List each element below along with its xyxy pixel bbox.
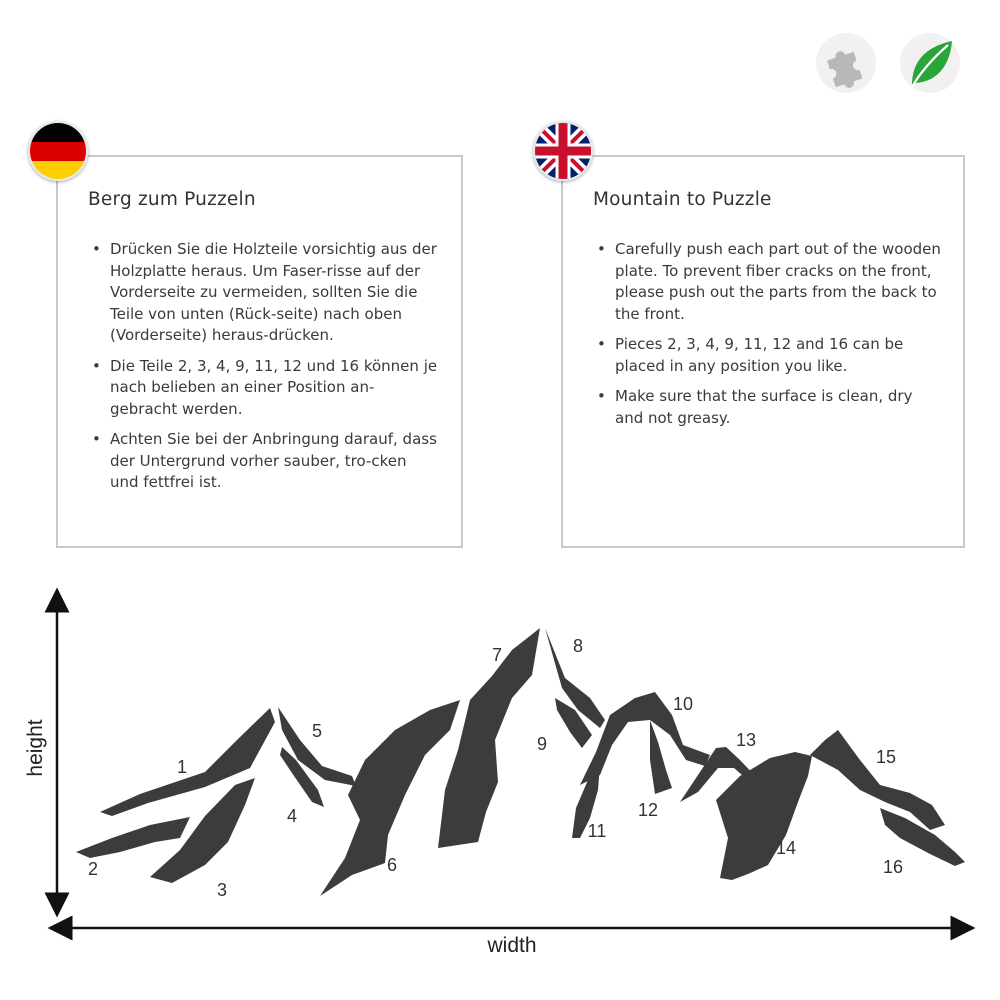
english-bullet-list: [593, 239, 941, 438]
english-title: Mountain to Puzzle: [593, 189, 772, 210]
piece-number: 13: [735, 730, 757, 750]
german-title: Berg zum Puzzeln: [88, 189, 256, 210]
piece-number: 16: [882, 857, 904, 877]
english-bullet: • Make sure that the surface is clean, dry and not greasy.: [593, 386, 941, 429]
mountain-pieces: [76, 628, 965, 896]
german-bullet: • Achten Sie bei der Anbringung darauf, dass der Untergrund vorher sauber, tro-cken und fettfrei ist.: [88, 429, 439, 494]
german-bullet: • Drücken Sie die Holzteile vorsichtig aus der Holzplatte heraus. Um Faser-risse auf der Vorderseite zu vermeiden, sollten Sie die Teile von unten (Rück-seite) nach oben (Vorderseite) heraus-drücken.: [88, 239, 439, 347]
piece-number: 6: [386, 855, 398, 875]
piece-number: 12: [637, 800, 659, 820]
mountain-piece-15: [810, 730, 945, 830]
puzzle-badge: [816, 33, 876, 93]
germany-flag-icon: [28, 121, 88, 181]
uk-flag-icon: [533, 121, 593, 181]
mountain-piece-7: [438, 628, 540, 848]
piece-number: 11: [587, 821, 607, 841]
piece-number: 4: [286, 806, 298, 826]
width-label: width: [487, 934, 537, 957]
german-bullet: • Die Teile 2, 3, 4, 9, 11, 12 und 16 können je nach belieben an einer Position an-gebracht werden.: [88, 356, 439, 421]
piece-number: 9: [536, 734, 548, 754]
leaf-icon: [900, 33, 960, 93]
mountain-piece-1: [100, 708, 275, 816]
piece-number: 3: [216, 880, 228, 900]
english-bullet: • Pieces 2, 3, 4, 9, 11, 12 and 16 can be placed in any position you like.: [593, 334, 941, 377]
piece-number: 14: [775, 838, 797, 858]
piece-number: 1: [176, 757, 188, 777]
piece-number: 2: [87, 859, 99, 879]
german-instructions-card: [56, 155, 463, 548]
mountain-diagram: [0, 580, 1000, 1000]
mountain-piece-2: [76, 817, 190, 858]
height-label: height: [24, 719, 47, 777]
piece-number: 5: [311, 721, 323, 741]
english-instructions-card: [561, 155, 965, 548]
piece-number: 8: [572, 636, 584, 656]
german-bullet-list: [88, 239, 439, 503]
leaf-badge: [900, 33, 960, 93]
puzzle-piece-icon: [816, 33, 876, 93]
piece-number: 7: [491, 645, 503, 665]
mountain-piece-5: [278, 707, 356, 786]
piece-number: 10: [672, 694, 694, 714]
english-bullet: • Carefully push each part out of the wooden plate. To prevent fiber cracks on the front, please push out the parts from the back to the front.: [593, 239, 941, 325]
piece-number: 15: [875, 747, 897, 767]
mountain-piece-14: [716, 752, 812, 880]
